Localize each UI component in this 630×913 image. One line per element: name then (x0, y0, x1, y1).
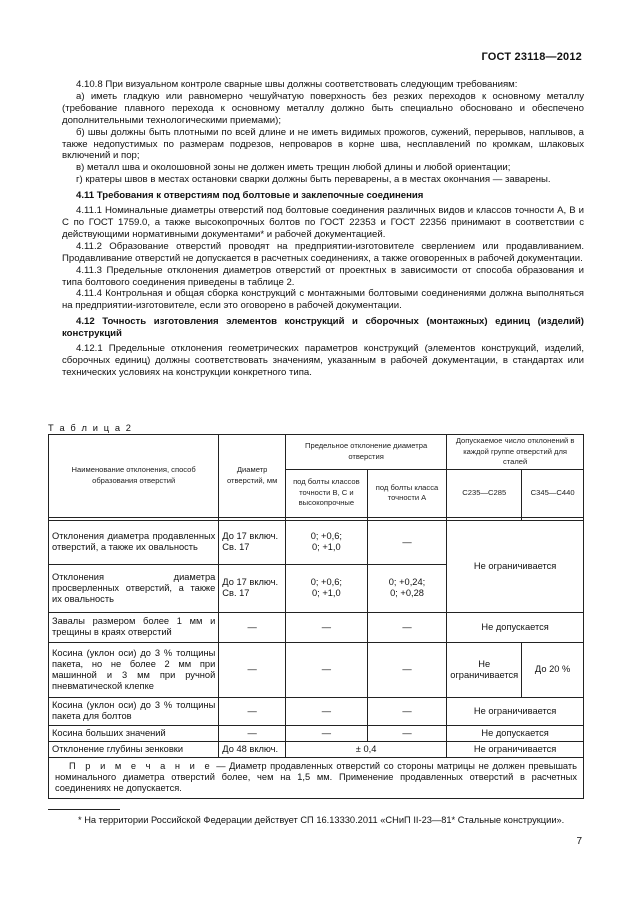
row-diameter: — (219, 725, 286, 741)
row-allowed: Не ограничивается (447, 697, 584, 725)
table-note (49, 757, 584, 798)
row-dev-bc: — (285, 612, 367, 642)
table-row (49, 642, 584, 697)
row-name: Отклонения диаметра продавленных отверстий, а также их овальность (49, 520, 219, 564)
table-note-row (49, 757, 584, 798)
page-number: 7 (576, 836, 582, 847)
table-caption: Т а б л и ц а 2 (48, 423, 133, 433)
row-dev-a: — (367, 697, 446, 725)
row-dev-bc: 0; +0,6; 0; +1,0 (285, 564, 367, 612)
note-label: П р и м е ч а н и е (69, 760, 213, 771)
row-dev-a: — (367, 642, 446, 697)
row-allowed: Не допускается (447, 612, 584, 642)
row-dev-a: 0; +0,24; 0; +0,28 (367, 564, 446, 612)
paragraph-4-11-2: 4.11.2 Образование отверстий проводят на предприятии-изготовителе сверлением или продавливанием. Продавливание отверстий не допускается в расчетных соединениях, а также оговоренных в рабочей документации. (62, 240, 584, 264)
paragraph-4-11-1: 4.11.1 Номинальные диаметры отверстий под болтовые соединения различных видов и классов точности А, В и С по ГОСТ 1759.0, а также высокопрочных болтов по ГОСТ 22353 и ГОСТ 22356 принимают в соответствии с действующими нормативными документами* и рабочей документацией. (62, 205, 584, 240)
table-row (49, 697, 584, 725)
section-heading-4-12: 4.12 Точность изготовления элементов конструкций и сборочных (монтажных) единиц (изделий) конструкций (62, 316, 584, 340)
row-dev-a: — (367, 612, 446, 642)
header-name: Наименование отклонения, способ образования отверстий (49, 435, 219, 518)
footnote-divider (48, 809, 120, 810)
row-diameter: До 17 включ. Св. 17 (219, 564, 286, 612)
paragraph-4-11-3: 4.11.3 Предельные отклонения диаметров отверстий от проектных в зависимости от способа образования и типа болтового соединения приведены в таблице 2. (62, 264, 584, 288)
paragraph-4-10-8-a: а) иметь гладкую или равномерно чешуйчатую поверхность без резких переходов к основному металлу (требование плавного перехода к основному металлу должно быть специально обосновано и обеспечено дополнительными технологическими приемами); (62, 90, 584, 126)
row-allowed: Не допускается (447, 725, 584, 741)
row-diameter: — (219, 642, 286, 697)
paragraph-4-10-8-v: в) металл шва и околошовной зоны не должен иметь трещин любой длины и любой ориентации; (76, 162, 511, 174)
row-allowed: Не ограничивается (447, 741, 584, 757)
row-dev-bc: 0; +0,6; 0; +1,0 (285, 520, 367, 564)
row-name: Отклонение глубины зенковки (49, 741, 219, 757)
table-row (49, 741, 584, 757)
table-row (49, 725, 584, 741)
row-diameter: До 48 включ. (219, 741, 286, 757)
footnote: * На территории Российской Федерации действует СП 16.13330.2011 «СНиП II-23—81* Стальные конструкции». (78, 815, 565, 825)
paragraph-4-11-4: 4.11.4 Контрольная и общая сборка конструкций с монтажными болтовыми соединениями должна выполняться на предприятии-изготовителе, если это оговорено в рабочей документации. (62, 288, 584, 312)
row-name: Косина больших значений (49, 725, 219, 741)
header-steel-1: С235—С285 (447, 469, 522, 517)
row-name: Завалы размером более 1 мм и трещины в краях отверстий (49, 612, 219, 642)
row-name: Косина (уклон оси) до 3 % толщины пакета, но не более 2 мм при машинной и 3 мм при ручной пневматической клепке (49, 642, 219, 697)
row-diameter: — (219, 697, 286, 725)
row-allowed: Не ограничивается (447, 520, 584, 612)
row-name: Отклонения диаметра просверленных отверстий, а также их овальность (49, 564, 219, 612)
header-dev-bc: под болты классов точности В, С и высокопрочные (285, 469, 367, 517)
note-text: — Диаметр продавленных отверстий со стороны матрицы не должен превышать номинального диаметра отверстий более, чем на 1,5 мм. Применение продавленных отверстий в расчетных соединениях не допускается. (55, 760, 577, 794)
header-dev-a: под болты класса точности А (367, 469, 446, 517)
paragraph-4-12-1: 4.12.1 Предельные отклонения геометрических параметров конструкций (элементов конструкций, изделий, сборочных единиц) должны соответствовать значениям, указанным в рабочей документации, в стандартах или технических условиях на конструкции конкретного типа. (62, 343, 584, 378)
row-steel-2: До 20 % (522, 642, 584, 697)
header-deviation: Предельное отклонение диаметра отверстия (285, 435, 446, 470)
standard-header: ГОСТ 23118—2012 (481, 51, 582, 63)
row-steel-1: Не ограничивается (447, 642, 522, 697)
table-row (49, 612, 584, 642)
header-allowed: Допускаемое число отклонений в каждой группе отверстий для сталей (447, 435, 584, 470)
table-2 (48, 434, 584, 799)
section-heading-4-11: 4.11 Требования к отверстиям под болтовые и заклепочные соединения (76, 190, 424, 202)
paragraph-4-10-8: 4.10.8 При визуальном контроле сварные швы должны соответствовать следующим требованиям: (76, 79, 518, 90)
row-diameter: До 17 включ. Св. 17 (219, 520, 286, 564)
row-dev-a: — (367, 520, 446, 564)
row-dev-a: — (367, 725, 446, 741)
row-dev-bc: — (285, 725, 367, 741)
body-text (62, 79, 584, 379)
header-steel-2: С345—С440 (522, 469, 584, 517)
row-diameter: — (219, 612, 286, 642)
header-diameter: Диаметр отверстий, мм (219, 435, 286, 518)
paragraph-4-10-8-g: г) кратеры швов в местах остановки сварки должны быть переварены, а в местах окончания — заварены. (76, 174, 551, 186)
row-dev-bc: — (285, 642, 367, 697)
paragraph-4-10-8-b: б) швы должны быть плотными по всей длине и не иметь видимых прожогов, сужений, перерывов, наплывов, а также недопустимых по размерам подрезов, непроваров в корне шва, несплавлений по кромкам, шлаковых включений и пор; (62, 126, 584, 162)
table-row (49, 520, 584, 564)
row-name: Косина (уклон оси) до 3 % толщины пакета для болтов (49, 697, 219, 725)
row-dev-bc: — (285, 697, 367, 725)
row-dev: ± 0,4 (285, 741, 446, 757)
